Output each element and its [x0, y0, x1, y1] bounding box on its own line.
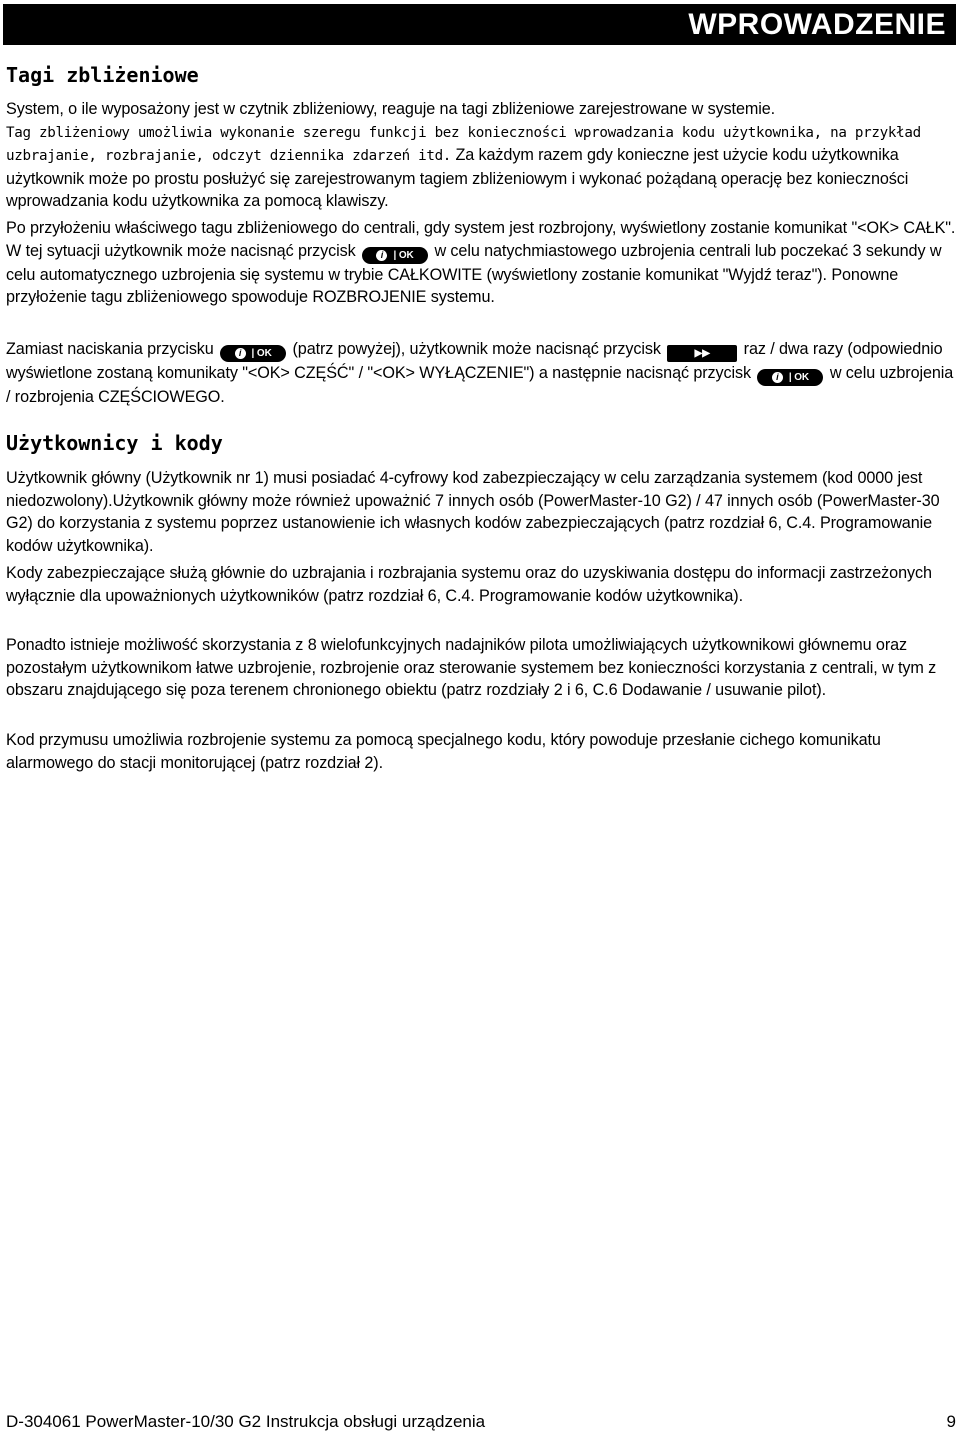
info-icon: i: [772, 372, 783, 383]
info-icon: i: [376, 250, 387, 261]
header-bar: [3, 4, 956, 45]
ok-button-icon: [362, 247, 428, 264]
section-title-proximity-tags: Tagi zbliżeniowe: [6, 63, 199, 87]
intro-line: System, o ile wyposażony jest w czytnik zbliżeniowy, reaguje na tagi zbliżeniowe zarejestrowane w systemie.: [6, 100, 776, 118]
arming-text-a: Po przyłożeniu właściwego tagu zbliżeniowego do centrali, gdy system jest rozbrojony, wyświetlony zostanie komunikat "<OK> CAŁK". W tej sytuacji użytkownik może nacisnąć przycisk: [6, 219, 956, 260]
header-title: WPROWADZENIE: [688, 8, 946, 41]
footer-document-title: D-304061 PowerMaster-10/30 G2 Instrukcja obsługi urządzenia: [6, 1412, 486, 1431]
paragraph-partial-arming: [6, 338, 956, 409]
info-icon: i: [235, 348, 246, 359]
paragraph-tags-intro: [6, 98, 956, 213]
paragraph-tag-arming: [6, 217, 956, 309]
partial-text-c: raz / dwa razy (odpowiednio wyświetlone zostaną komunikaty "<OK> CZĘŚĆ" / "<OK> WYŁĄCZENIE") a następnie nacisnąć przycisk: [6, 340, 943, 382]
paragraph-master-user: Użytkownik główny (Użytkownik nr 1) musi posiadać 4-cyfrowy kod zabezpieczający w celu zarządzania systemem (kod 0000 jest niedozwolony).Użytkownik główny może również upoważnić 7 innych osób (PowerMaster-10 G2) / 47 innych osób (PowerMaster-30 G2) do korzystania z systemu poprzez ustanowienie ich własnych kodów zabezpieczających (patrz rozdział 6, C.4. Programowanie kodów użytkownika).: [6, 469, 940, 555]
footer-page-number: 9: [946, 1412, 956, 1431]
ok-button-icon: [757, 369, 823, 386]
partial-text-b: (patrz powyżej), użytkownik może nacisnąć przycisk: [288, 340, 666, 358]
intro-rest-text: Za każdym razem gdy konieczne jest użycie kodu użytkownika użytkownik może po prostu posłużyć się zarejestrowanym tagiem zbliżeniowym i wykonać pożądaną operację bez konieczności wprowadzania kodu użytkownika za pomocą klawiszy.: [6, 146, 909, 211]
ok-button-label: | OK: [393, 249, 414, 261]
fast-forward-button-icon: ▶▶: [667, 345, 737, 362]
paragraph-security-codes: Kody zabezpieczające służą głównie do uzbrajania i rozbrajania systemu oraz do uzyskiwania dostępu do informacji zastrzeżonych wyłącznie dla upoważnionych użytkowników (patrz rozdział 6, C.4. Programowanie kodów użytkownika).: [6, 564, 932, 605]
intro-mono-text: Tag zbliżeniowy umożliwia wykonanie szeregu funkcji bez konieczności wprowadzania kodu użytkownika, na przykład uzbrajanie, rozbrajanie, odczyt dziennika zdarzeń itd.: [6, 124, 921, 165]
ok-button-label: | OK: [251, 348, 272, 359]
paragraph-remote-controls: Ponadto istnieje możliwość skorzystania z 8 wielofunkcyjnych nadajników pilota umożliwiających użytkownikowi głównemu oraz pozostałym użytkownikom łatwe uzbrojenie, rozbrojenie oraz sterowanie systemem bez konieczności korzystania z centrali, w tym z obszaru znajdującego się poza terenem chronionego obiektu (patrz rozdziały 2 i 6, C.6 Dodawanie / usuwanie pilot).: [6, 636, 937, 700]
partial-text-a: Zamiast naciskania przycisku: [6, 340, 219, 358]
paragraph-duress-code: Kod przymusu umożliwia rozbrojenie systemu za pomocą specjalnego kodu, który powoduje przesłanie cichego komunikatu alarmowego do stacji monitorującej (patrz rozdział 2).: [6, 731, 881, 772]
section-title-users-codes: Użytkownicy i kody: [6, 431, 223, 455]
ok-button-label: | OK: [788, 372, 810, 383]
partial-text-d: w celu uzbrojenia / rozbrojenia CZĘŚCIOWEGO.: [6, 364, 954, 406]
arming-text-b: w celu natychmiastowego uzbrojenia centrali lub poczekać 3 sekundy w celu automatycznego uzbrojenia się systemu w trybie CAŁKOWITE (wyświetlony zostanie komunikat "Wyjdź teraz"). Ponowne przyłożenie tagu zbliżeniowego spowoduje ROZBROJENIE systemu.: [6, 241, 942, 307]
ok-button-icon: [220, 345, 286, 362]
